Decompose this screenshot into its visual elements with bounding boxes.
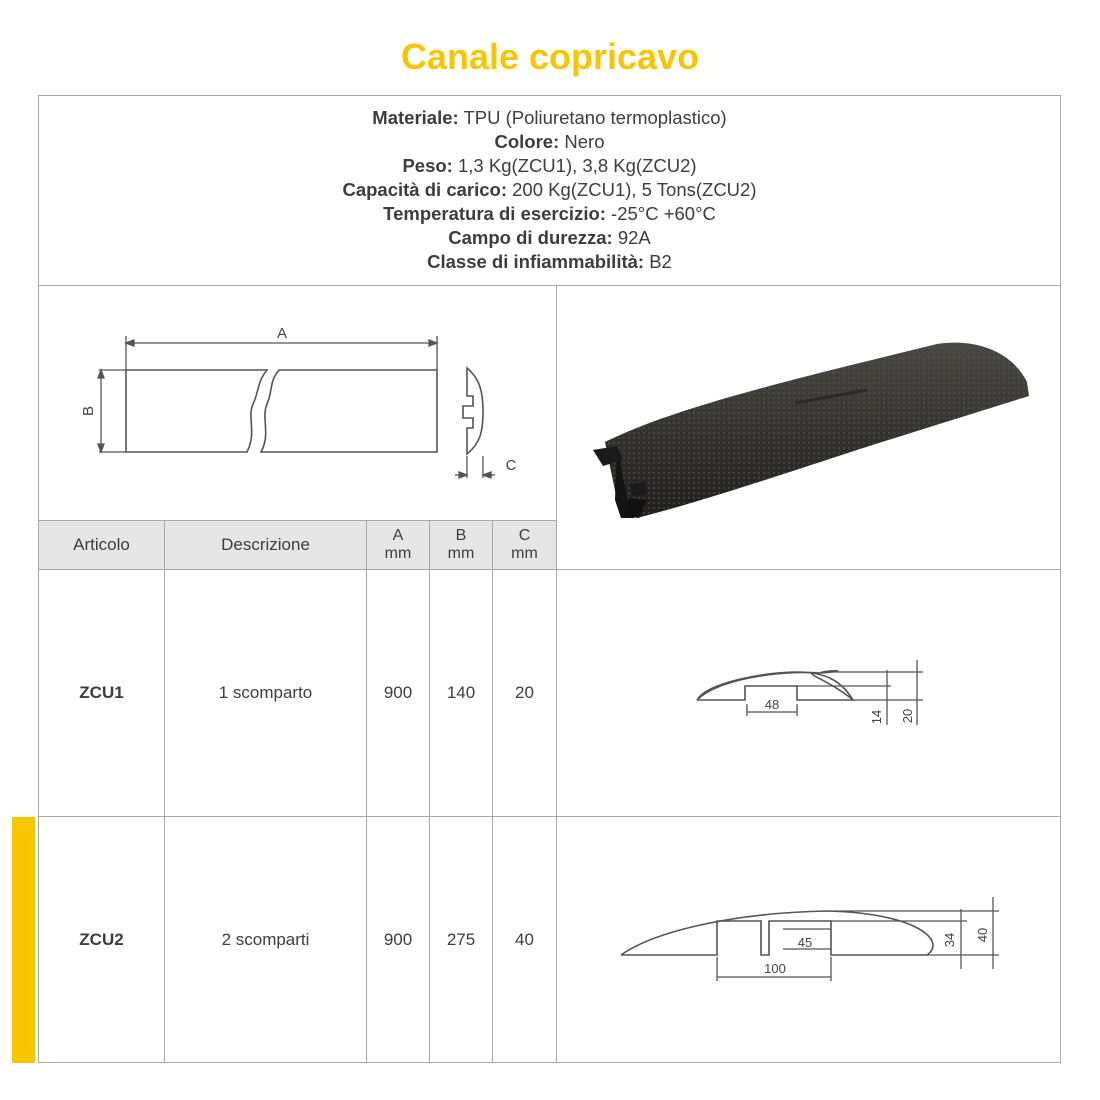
dimension-height-total: 40: [975, 927, 990, 943]
dimension-height-inner: 34: [942, 932, 957, 948]
dimension-label-c: C: [505, 457, 517, 474]
row-a: 900: [383, 683, 413, 702]
row-c: 20: [515, 683, 534, 702]
spec-row: Peso: 1,3 Kg(ZCU1), 3,8 Kg(ZCU2): [402, 155, 697, 176]
product-image: [557, 286, 1060, 569]
dimension-inner: 45: [797, 935, 813, 950]
row-c: 40: [515, 930, 534, 949]
dimension-label-b: B: [80, 405, 97, 417]
header-articolo: Articolo: [73, 535, 130, 554]
dimension-label-a: A: [276, 325, 288, 342]
dimension-height-total: 20: [900, 708, 915, 724]
page-title: Canale copricavo: [400, 36, 700, 77]
spec-row: Capacità di carico: 200 Kg(ZCU1), 5 Tons(ZCU2): [342, 179, 757, 200]
accent-bar: [12, 817, 35, 1063]
spec-row: Materiale: TPU (Poliuretano termoplastico): [372, 107, 727, 128]
header-c: C mm: [511, 527, 538, 562]
row-descrizione: 1 scomparto: [218, 683, 313, 702]
dimension-width: 48: [764, 697, 780, 712]
profile-drawing-zcu1: [557, 570, 1060, 816]
dimension-height-inner: 14: [869, 709, 884, 725]
spec-row: Campo di durezza: 92A: [448, 227, 651, 248]
dimension-width: 100: [764, 961, 786, 976]
spec-row: Classe di infiammabilità: B2: [427, 251, 672, 272]
row-descrizione: 2 scomparti: [221, 930, 310, 949]
dimension-drawing: [39, 286, 556, 520]
spec-row: Colore: Nero: [494, 131, 605, 152]
specifications: [39, 106, 1060, 274]
spec-row: Temperatura di esercizio: -25°C +60°C: [383, 203, 716, 224]
header-a: A mm: [384, 527, 412, 562]
row-a: 900: [383, 930, 413, 949]
header-b: B mm: [447, 527, 475, 562]
row-articolo: ZCU2: [79, 930, 124, 949]
row-b: 140: [446, 683, 476, 702]
profile-drawing-zcu2: [557, 817, 1060, 1063]
row-b: 275: [446, 930, 476, 949]
row-articolo: ZCU1: [79, 683, 124, 702]
header-descrizione: Descrizione: [221, 535, 310, 554]
